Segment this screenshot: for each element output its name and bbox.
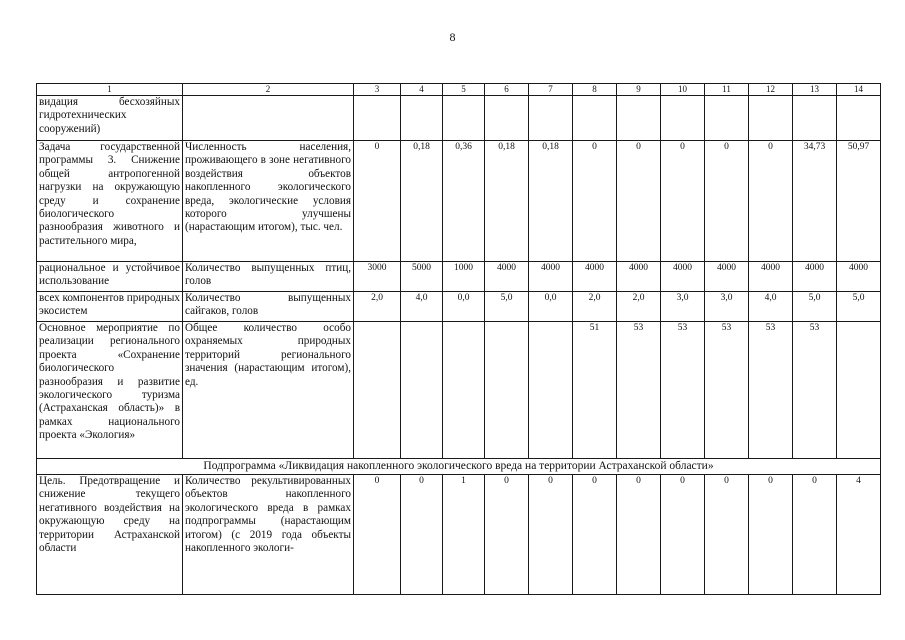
value-cell [837,322,881,459]
subprogram-row [37,459,881,475]
value-cell [354,322,401,459]
table-row [37,262,881,292]
value-cell: 53 [661,322,705,459]
table-row [37,96,881,141]
value-cell: 0 [573,475,617,595]
value-cell: 4000 [749,262,793,292]
value-cell: 0,36 [443,141,485,262]
page-number: 8 [449,30,456,44]
value-cell: 4000 [793,262,837,292]
value-cell: 53 [617,322,661,459]
header-cell: 12 [749,84,793,96]
header-cell: 3 [354,84,401,96]
indicators-table [36,83,881,595]
value-cell: 4000 [661,262,705,292]
table-row [37,322,881,459]
value-cell [529,322,573,459]
value-cell: 53 [793,322,837,459]
value-cell: 0 [485,475,529,595]
value-cell [793,96,837,141]
value-cell: 0,18 [401,141,443,262]
value-cell: 5,0 [485,292,529,322]
header-cell: 6 [485,84,529,96]
table-row [37,141,881,262]
table-row [37,475,881,595]
value-cell: 5,0 [837,292,881,322]
value-cell: 34,73 [793,141,837,262]
value-cell: 0 [793,475,837,595]
value-cell [617,96,661,141]
indicator-cell [183,96,354,141]
value-cell: 2,0 [617,292,661,322]
task-cell: Задача государственной программы 3. Снижение общей антропогенной нагрузки на окружающую среду и сохранение биологического разнообразия животного и растительного мира, [37,141,183,262]
value-cell: 1000 [443,262,485,292]
header-cell: 5 [443,84,485,96]
subprogram-title: Подпрограмма «Ликвидация накопленного экологического вреда на территории Астраханской области» [37,459,881,475]
indicator-cell: Количество рекультивированных объектов накопленного экологического вреда в рамках подпрограммы (нарастающим итогом) (с 2019 года объекты накопленного экологи- [183,475,354,595]
value-cell: 4000 [573,262,617,292]
value-cell: 4000 [705,262,749,292]
value-cell: 0,0 [443,292,485,322]
value-cell: 4,0 [749,292,793,322]
value-cell: 0,18 [485,141,529,262]
value-cell: 0 [661,475,705,595]
value-cell: 0 [749,475,793,595]
header-cell: 13 [793,84,837,96]
value-cell: 2,0 [354,292,401,322]
value-cell: 0 [705,475,749,595]
value-cell: 3,0 [661,292,705,322]
value-cell: 0 [573,141,617,262]
value-cell: 0,0 [529,292,573,322]
header-cell: 14 [837,84,881,96]
table-row [37,292,881,322]
value-cell: 0,18 [529,141,573,262]
value-cell: 4000 [837,262,881,292]
value-cell [837,96,881,141]
value-cell [401,96,443,141]
task-cell: всех компонентов природных экосистем [37,292,183,322]
task-cell: видация бесхозяйных гидротехнических сооружений) [37,96,183,141]
value-cell [529,96,573,141]
value-cell: 0 [617,141,661,262]
header-row [37,84,881,96]
header-cell: 8 [573,84,617,96]
value-cell: 4 [837,475,881,595]
value-cell: 0 [354,475,401,595]
value-cell [401,322,443,459]
value-cell: 2,0 [573,292,617,322]
indicator-cell: Количество выпущенных сайгаков, голов [183,292,354,322]
header-cell: 4 [401,84,443,96]
header-cell: 1 [37,84,183,96]
value-cell: 4000 [617,262,661,292]
value-cell: 4,0 [401,292,443,322]
task-cell: рациональное и устойчивое использование [37,262,183,292]
value-cell: 0 [617,475,661,595]
value-cell: 0 [705,141,749,262]
value-cell [485,322,529,459]
value-cell: 51 [573,322,617,459]
header-cell: 9 [617,84,661,96]
value-cell: 0 [401,475,443,595]
value-cell: 0 [661,141,705,262]
value-cell [354,96,401,141]
value-cell: 3,0 [705,292,749,322]
value-cell: 50,97 [837,141,881,262]
header-cell: 2 [183,84,354,96]
value-cell [749,96,793,141]
header-cell: 11 [705,84,749,96]
value-cell: 0 [529,475,573,595]
indicator-cell: Количество выпущенных птиц, голов [183,262,354,292]
task-cell: Цель. Предотвращение и снижение текущего негативного воздействия на окружающую среду на территории Астраханской области [37,475,183,595]
value-cell: 53 [749,322,793,459]
value-cell [485,96,529,141]
value-cell [705,96,749,141]
value-cell: 0 [354,141,401,262]
value-cell: 0 [749,141,793,262]
indicator-cell: Численность населения, проживающего в зоне негативного воздействия объектов накопленного экологического вреда, экологические условия которого улучшены (нарастающим итогом), тыс. чел. [183,141,354,262]
value-cell: 4000 [529,262,573,292]
header-cell: 10 [661,84,705,96]
value-cell: 3000 [354,262,401,292]
value-cell [661,96,705,141]
value-cell [573,96,617,141]
task-cell: Основное мероприятие по реализации регионального проекта «Сохранение биологического разнообразия и развитие экологического туризма (Астраханская область)» в рамках национального проекта «Экология» [37,322,183,459]
value-cell: 4000 [485,262,529,292]
value-cell: 5000 [401,262,443,292]
value-cell: 53 [705,322,749,459]
header-cell: 7 [529,84,573,96]
indicator-cell: Общее количество особо охраняемых природных территорий регионального значения (нарастающим итогом), ед. [183,322,354,459]
value-cell: 1 [443,475,485,595]
value-cell [443,322,485,459]
value-cell: 5,0 [793,292,837,322]
value-cell [443,96,485,141]
